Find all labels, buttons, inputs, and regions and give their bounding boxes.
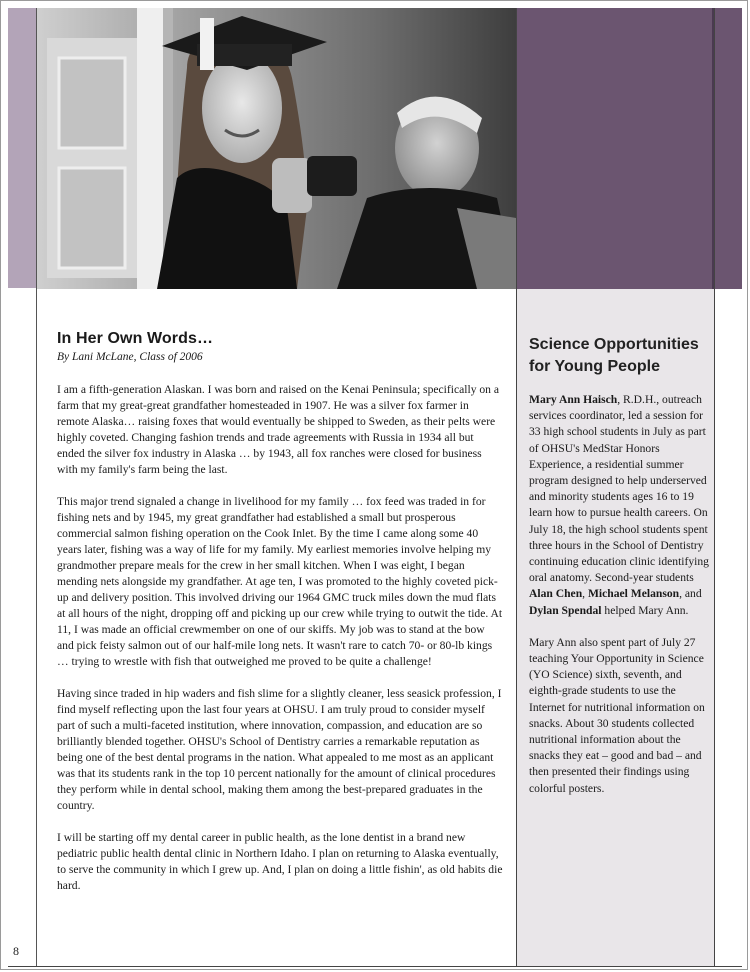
sidebar (529, 334, 709, 813)
article-paragraph: Having since traded in hip waders and fish slime for a slightly cleaner, less seasick profession, I find myself reflecting upon the last four years at OHSU. I am truly proud to consider myself part of such a multi-faceted institution, where innovation, compassion, and education are so brilliantly blended together. OHSU's School of Dentistry carries a remarkable reputation as being one of the best dental programs in the nation. What appealed to me most as an applicant was that its students rank in the top 10 percent nationally for the amount of clinical procedures they perform while in dental school, making them among the best-prepared graduates in the country. (57, 687, 502, 812)
left-color-band (8, 8, 36, 288)
person-name: Michael Melanson (587, 587, 680, 601)
sidebar-paragraph: Mary Ann also spent part of July 27 teaching Your Opportunity in Science (YO Science) sixth, seventh, and eighth-grade students to use the Internet for nutritional information on snacks. About 30 students collected nutritional information about the snacks they eat – good and bad – and then presented their findings using colorful posters. (529, 635, 705, 795)
article (57, 330, 503, 910)
sidebar-paragraph (529, 392, 709, 619)
article-paragraph: I am a fifth-generation Alaskan. I was born and raised on the Kenai Peninsula; specifically on a farm that my great-great grandfather homesteaded in 1907. He was a silver fox farmer in remote Alaska… raising foxes that would eventually be shipped to Sweden, as their pelts were highly coveted. Changing fashion trends and trade agreements with Russia in 1934 all but ended the silver fox industry in Alaska … by 1943, all fox ranches were closed for business with my family's farm being the last. (57, 383, 500, 476)
article-title: In Her Own Words… (57, 330, 214, 347)
graduation-photo (37, 8, 516, 289)
sidebar-title: Science Opportunities for Young People (529, 336, 699, 375)
article-body (57, 382, 503, 894)
article-byline: By Lani McLane, Class of 2006 (57, 351, 203, 363)
bottom-rule (8, 966, 742, 967)
sidebar-text: helped Mary Ann. (601, 603, 689, 617)
article-paragraph: I will be starting off my dental career in public health, as the lone dentist in a brand new pediatric public health dental clinic in Northern Idaho. I plan on returning to Alaska eventually, to serve the community in which I grew up. And, I plan on doing a little fishin', as old habits die hard. (57, 831, 503, 892)
sidebar-separator: , and (679, 587, 702, 601)
sidebar-text: , R.D.H., outreach services coordinator, led a session for 33 high school students in July as part of OHSU's MedStar Honors Experience, a residential summer program designed to help underserved and minority students ages 16 to 19 learn how to pursue health careers. On July 18, the high school students spent three hours in the School of Dentistry continuing education clinic identifying oral anatomy. Second-year students (529, 393, 709, 585)
person-name: Alan Chen (529, 587, 583, 601)
right-margin-strip (715, 289, 742, 966)
article-paragraph: This major trend signaled a change in livelihood for my family … fox feed was traded in for fishing nets and by 1945, my great grandfather had established a small but prosperous commercial salmon fishing operation on the Cook Inlet. By the time I came along some 40 years later, fishing was a way of life for my family. My earliest memories involve helping my grandmother prepare meals for the crew in her small kitchen. When I was eight, I began mending nets alongside my grandfather. At age ten, I was promoted to the highly coveted pick-up and delivery position. This involved driving our 1964 GMC truck miles down the mud flats at all hours of the night, dropping off and picking up our crew while trying to outwit the tide. At 11, I was made an official crewmember on one of our skiffs. My job was to stand at the bow and pick feisty salmon out of our half-mile long nets. It wasn't rare to catch 70- or 80-lb kings … trying to wrestle with fish that outweighed me proved to be quite a challenge! (57, 495, 503, 668)
header-color-band (516, 8, 742, 289)
page-number: 8 (13, 944, 19, 958)
person-name: Mary Ann Haisch (529, 393, 618, 406)
sidebar-left-rule (516, 8, 517, 966)
person-name: Dylan Spendal (529, 603, 602, 617)
sidebar-separator: , (582, 587, 588, 601)
